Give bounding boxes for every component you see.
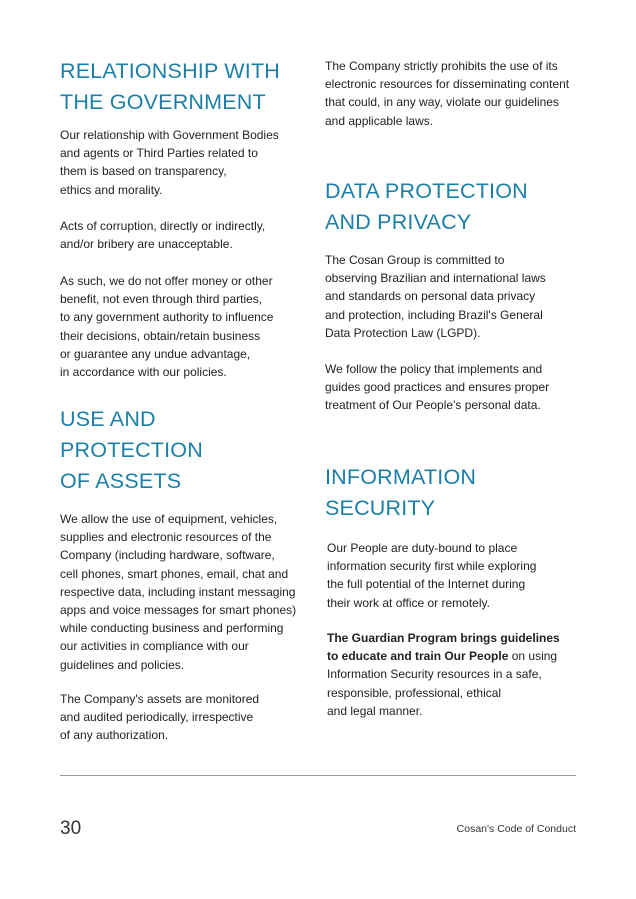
paragraph-corruption: Acts of corruption, directly or indirectly, and/or bribery are unacceptable.	[60, 219, 266, 252]
guardian-program-emphasis: The Guardian Program brings guidelines to educate and train Our People	[327, 631, 560, 664]
paragraph-lgpd-commitment: The Cosan Group is committed to observing Brazilian and international laws and standards on personal data privacy and protection, including Brazil's General Data Protection Law (LGPD).	[325, 253, 546, 340]
page-number: 30	[60, 818, 82, 839]
document-title: Cosan's Code of Conduct	[456, 823, 576, 835]
paragraph-personal-data-policy: We follow the policy that implements and guides good practices and ensures proper treatment of Our People's personal data.	[325, 362, 550, 413]
footer-divider	[60, 775, 576, 776]
heading-data-protection-privacy: DATA PROTECTION AND PRIVACY	[325, 179, 528, 234]
paragraph-allowed-resources: We allow the use of equipment, vehicles, supplies and electronic resources of the Company (including hardware, software, cell phones, smart phones, email, chat and respective data, including instant messaging apps and voice messages for smart phones) while conducting business and performing our activities in compliance with our guidelines and policies.	[60, 512, 297, 672]
paragraph-no-undue-advantage: As such, we do not offer money or other benefit, not even through third parties, to any government authority to influence their decisions, obtain/retain business or guarantee any undue advantage, in accordance with our policies.	[60, 274, 274, 380]
paragraph-security-first: Our People are duty-bound to place information security first while exploring the full potential of the Internet during their work at office or remotely.	[327, 541, 537, 610]
paragraph-guardian-program	[327, 629, 560, 720]
paragraph-government-basis: Our relationship with Government Bodies and agents or Third Parties related to them is based on transparency, ethics and morality.	[60, 128, 279, 197]
heading-information-security: INFORMATION SECURITY	[325, 465, 477, 520]
paragraph-assets-monitored: The Company's assets are monitored and audited periodically, irrespective of any authorization.	[60, 692, 260, 743]
heading-use-protection-assets: USE AND PROTECTION OF ASSETS	[60, 407, 203, 493]
guardian-program-rest: on using Information Security resources in a safe, responsible, professional, ethical and legal manner.	[327, 649, 558, 718]
paragraph-prohibited-use: The Company strictly prohibits the use of its electronic resources for disseminating content that could, in any way, violate our guidelines and applicable laws.	[325, 59, 570, 128]
heading-relationship-government: RELATIONSHIP WITH THE GOVERNMENT	[60, 59, 281, 114]
